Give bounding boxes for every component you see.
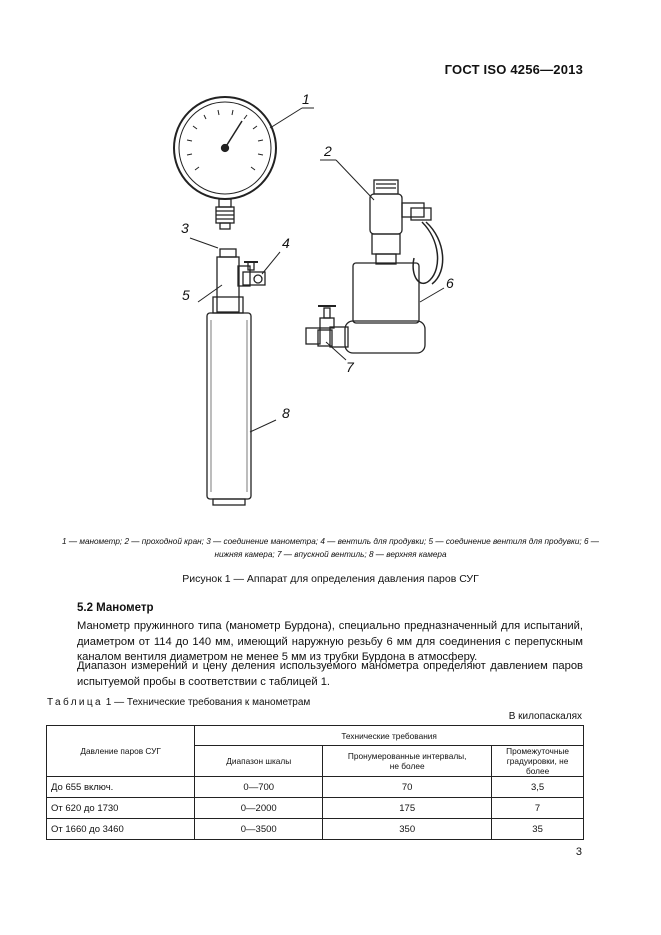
header-range: Диапазон шкалы	[195, 746, 323, 777]
standard-code: ГОСТ ISO 4256—2013	[444, 62, 583, 77]
lower-chamber-drawing	[306, 263, 425, 353]
legend-item: 4 — вентиль для продувки;	[320, 537, 429, 546]
callout-4: 4	[282, 235, 290, 251]
header-graduations: Промежуточные градуировки, не более	[492, 746, 584, 777]
legend-item: 8 — верхняя камера	[368, 549, 447, 559]
callout-3: 3	[181, 220, 189, 236]
table-row	[47, 777, 584, 798]
legend-item: 3 — соединение манометра;	[206, 537, 321, 546]
table-title	[47, 697, 310, 708]
legend-item: 2 — проходной кран;	[124, 537, 207, 546]
table-units: В килопаскалях	[508, 711, 582, 722]
callout-2: 2	[324, 143, 332, 159]
paragraph-1: Манометр пружинного типа (манометр Бурдона), специально предназначенный для испытаний, диаметром от 114 до 140 мм, имеющий наружную резьбу 6 мм для соединения с перепускным каналом вентиля диаметром не менее 5 мм из трубки Бурдона в атмосферу.	[77, 620, 583, 663]
table-label: Таблица	[47, 697, 104, 708]
figure-caption: Рисунок 1 — Аппарат для определения давления паров СУГ	[182, 573, 479, 585]
cell-pressure: От 620 до 1730	[47, 798, 195, 819]
callout-6: 6	[446, 275, 454, 291]
header-pressure: Давление паров СУГ	[47, 726, 195, 777]
through-valve-drawing	[370, 180, 443, 284]
cell-graduations: 3,5	[492, 777, 584, 798]
table-number-title: 1 — Технические требования к манометрам	[103, 697, 311, 708]
header-group: Технические требования	[195, 726, 584, 746]
callout-8: 8	[282, 405, 290, 421]
table-row	[47, 798, 584, 819]
callout-5: 5	[182, 287, 190, 303]
cell-pressure: От 1660 до 3460	[47, 819, 195, 840]
cell-intervals: 70	[323, 777, 492, 798]
legend-item: 6 — нижняя камера;	[214, 537, 599, 559]
cell-range: 0—700	[195, 777, 323, 798]
legend-item: 1 — манометр;	[62, 537, 125, 546]
manometer-drawing	[174, 97, 276, 229]
callout-1: 1	[302, 91, 310, 107]
cell-intervals: 175	[323, 798, 492, 819]
page-number: 3	[575, 846, 582, 858]
cell-graduations: 7	[492, 798, 584, 819]
cell-pressure: До 655 включ.	[47, 777, 195, 798]
cell-range: 0—3500	[195, 819, 323, 840]
cell-graduations: 35	[492, 819, 584, 840]
requirements-table	[46, 725, 584, 840]
table-row	[47, 819, 584, 840]
paragraph-2: Диапазон измерений и цену деления используемого манометра определяют давлением паров испытуемой пробы в соответствии с таблицей 1.	[77, 660, 583, 688]
connection-drawing	[213, 249, 265, 313]
cell-range: 0—2000	[195, 798, 323, 819]
header-intervals: Пронумерованные интервалы, не более	[323, 746, 492, 777]
legend-item: 5 — соединение вентиля для продувки;	[428, 537, 584, 546]
callout-7: 7	[346, 359, 354, 375]
section-title: 5.2 Манометр	[77, 602, 154, 614]
upper-chamber-drawing	[207, 313, 251, 505]
cell-intervals: 350	[323, 819, 492, 840]
legend-item: 7 — впускной вентиль;	[276, 549, 369, 559]
figure-legend	[58, 536, 603, 561]
